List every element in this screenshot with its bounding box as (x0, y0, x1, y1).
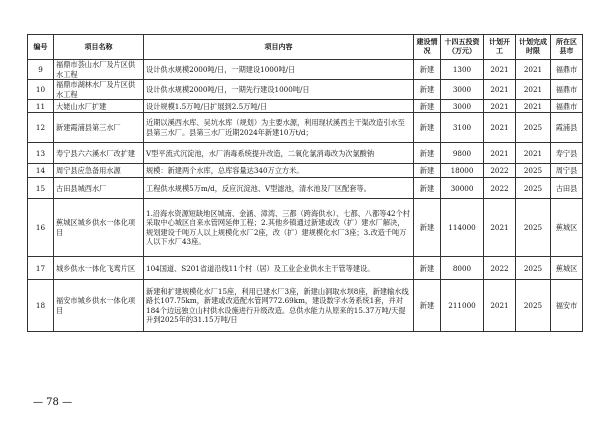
investment-cell: 3000 (441, 100, 484, 113)
end-year-cell: 2021 (516, 100, 551, 113)
investment-cell: 18000 (441, 164, 484, 178)
investment-cell: 114000 (441, 199, 484, 257)
table-row (28, 113, 583, 143)
header-end: 计划完成时限 (516, 35, 551, 60)
start-year-cell: 2021 (484, 113, 516, 143)
end-year-cell: 2021 (516, 80, 551, 100)
start-year-cell: 2022 (484, 164, 516, 178)
status-cell: 新建 (414, 113, 441, 143)
end-year-cell: 2025 (516, 199, 551, 257)
project-name-cell: 周宁县应急备用水源 (54, 164, 144, 178)
table-row (28, 100, 583, 113)
end-year-cell: 2021 (516, 143, 551, 164)
status-cell: 新建 (414, 60, 441, 80)
status-cell: 新建 (414, 257, 441, 280)
status-cell: 新建 (414, 100, 441, 113)
table-row (28, 199, 583, 257)
header-investment: 十四五投资（万元） (441, 35, 484, 60)
investment-cell: 1300 (441, 60, 484, 80)
project-name-cell: 新建霞浦县第三水厂 (54, 113, 144, 143)
start-year-cell: 2021 (484, 199, 516, 257)
project-name-cell: 蕉城区城乡供水一体化项目 (54, 199, 144, 257)
investment-cell: 9800 (441, 143, 484, 164)
header-county: 所在区县市 (551, 35, 583, 60)
row-number-cell: 10 (28, 80, 54, 100)
project-content-cell: 设计规模1.5万吨/日扩展到2.5万吨/日 (144, 100, 414, 113)
project-content-cell: V型平流式沉淀池，水厂消毒系统提升改造，二氧化氯消毒改为次氯酸钠 (144, 143, 414, 164)
header-project-content: 项目内容 (144, 35, 414, 60)
status-cell: 新建 (414, 199, 441, 257)
investment-cell: 30000 (441, 178, 484, 199)
project-table (27, 34, 583, 332)
table-row (28, 280, 583, 332)
header-project-name: 项目名称 (54, 35, 144, 60)
table-body (28, 60, 583, 332)
start-year-cell: 2022 (484, 178, 516, 199)
row-number-cell: 18 (28, 280, 54, 332)
row-number-cell: 13 (28, 143, 54, 164)
start-year-cell: 2021 (484, 280, 516, 332)
project-content-cell: 新建和扩建规模化水厂15座，利用已建水厂3座，新建山洞取水坝8座，新建输水线路长107.75km，新建或改造配水管网772.69km，建设数字水务系统1套，并对184个边远独立山村供水设施进行升级改造。总供水能力从原来的15.37万吨/天提升到2025年的31.15万吨/日 (144, 280, 414, 332)
county-cell: 古田县 (551, 178, 583, 199)
end-year-cell: 2025 (516, 178, 551, 199)
start-year-cell: 2021 (484, 100, 516, 113)
county-cell: 福鼎市 (551, 100, 583, 113)
table-row (28, 80, 583, 100)
project-content-cell: 设计供水规模2000吨/日，一期建设1000吨/日 (144, 60, 414, 80)
investment-cell: 3000 (441, 80, 484, 100)
status-cell: 新建 (414, 143, 441, 164)
header-number: 编号 (28, 35, 54, 60)
county-cell: 福鼎市 (551, 60, 583, 80)
row-number-cell: 16 (28, 199, 54, 257)
start-year-cell: 2022 (484, 257, 516, 280)
row-number-cell: 15 (28, 178, 54, 199)
table-header-row (28, 35, 583, 60)
start-year-cell: 2021 (484, 60, 516, 80)
investment-cell: 8000 (441, 257, 484, 280)
table-row (28, 178, 583, 199)
table-row (28, 143, 583, 164)
header-start: 计划开工 (484, 35, 516, 60)
project-content-cell: 规模：新建两个水库，总库容量达340万立方米。 (144, 164, 414, 178)
project-name-cell: 寿宁县六六溪水厂改扩建 (54, 143, 144, 164)
start-year-cell: 2021 (484, 80, 516, 100)
project-name-cell: 福鼎市荟山水厂及片区供水工程 (54, 60, 144, 80)
table-row (28, 257, 583, 280)
row-number-cell: 14 (28, 164, 54, 178)
county-cell: 福安市 (551, 280, 583, 332)
row-number-cell: 9 (28, 60, 54, 80)
table-row (28, 164, 583, 178)
project-name-cell: 城乡供水一体化飞鸾片区 (54, 257, 144, 280)
investment-cell: 3100 (441, 113, 484, 143)
project-content-cell: 近期以溪西水库、吴坑水库（规划）为主要水源，利用现状溪西主干渠改造引水至县第三水厂。县第三水厂近期2024年新建10万t/d； (144, 113, 414, 143)
status-cell: 新建 (414, 178, 441, 199)
county-cell: 寿宁县 (551, 143, 583, 164)
page-number: — 78 — (33, 397, 73, 408)
project-content-cell: 工程供水规模5万m/d，反应沉淀池、V型滤池，清水池及厂区配套等。 (144, 178, 414, 199)
row-number-cell: 12 (28, 113, 54, 143)
status-cell: 新建 (414, 164, 441, 178)
investment-cell: 211000 (441, 280, 484, 332)
county-cell: 霞浦县 (551, 113, 583, 143)
status-cell: 新建 (414, 280, 441, 332)
county-cell: 周宁县 (551, 164, 583, 178)
end-year-cell: 2025 (516, 113, 551, 143)
row-number-cell: 17 (28, 257, 54, 280)
county-cell: 福鼎市 (551, 80, 583, 100)
row-number-cell: 11 (28, 100, 54, 113)
project-content-cell: 1.沿海水资源短缺地区城南、金涵、漳湾、三都（跨海供水）、七都、八都等42个村采取中心城区自来水管网延伸工程；2.其他乡镇通过新建或改（扩）建水厂解决，规划建设千吨万人以上规模化水厂2座，改（扩）建规模化水厂3座；3.改造千吨万人以下水厂43座。 (144, 199, 414, 257)
county-cell: 蕉城区 (551, 199, 583, 257)
start-year-cell: 2021 (484, 143, 516, 164)
end-year-cell: 2025 (516, 257, 551, 280)
end-year-cell: 2025 (516, 164, 551, 178)
status-cell: 新建 (414, 80, 441, 100)
project-name-cell: 大姥山水厂扩建 (54, 100, 144, 113)
header-status: 建设情况 (414, 35, 441, 60)
end-year-cell: 2025 (516, 280, 551, 332)
end-year-cell: 2021 (516, 60, 551, 80)
project-name-cell: 古田县城西水厂 (54, 178, 144, 199)
project-name-cell: 福鼎市湖林水厂及片区供水工程 (54, 80, 144, 100)
project-name-cell: 福安市城乡供水一体化项目 (54, 280, 144, 332)
table-row (28, 60, 583, 80)
project-content-cell: 104国道、S201省道沿线11个村（居）及工业企业供水主干管等建设。 (144, 257, 414, 280)
project-content-cell: 设计供水规模2000吨/日，一期先行建设1000吨/日 (144, 80, 414, 100)
county-cell: 蕉城区 (551, 257, 583, 280)
